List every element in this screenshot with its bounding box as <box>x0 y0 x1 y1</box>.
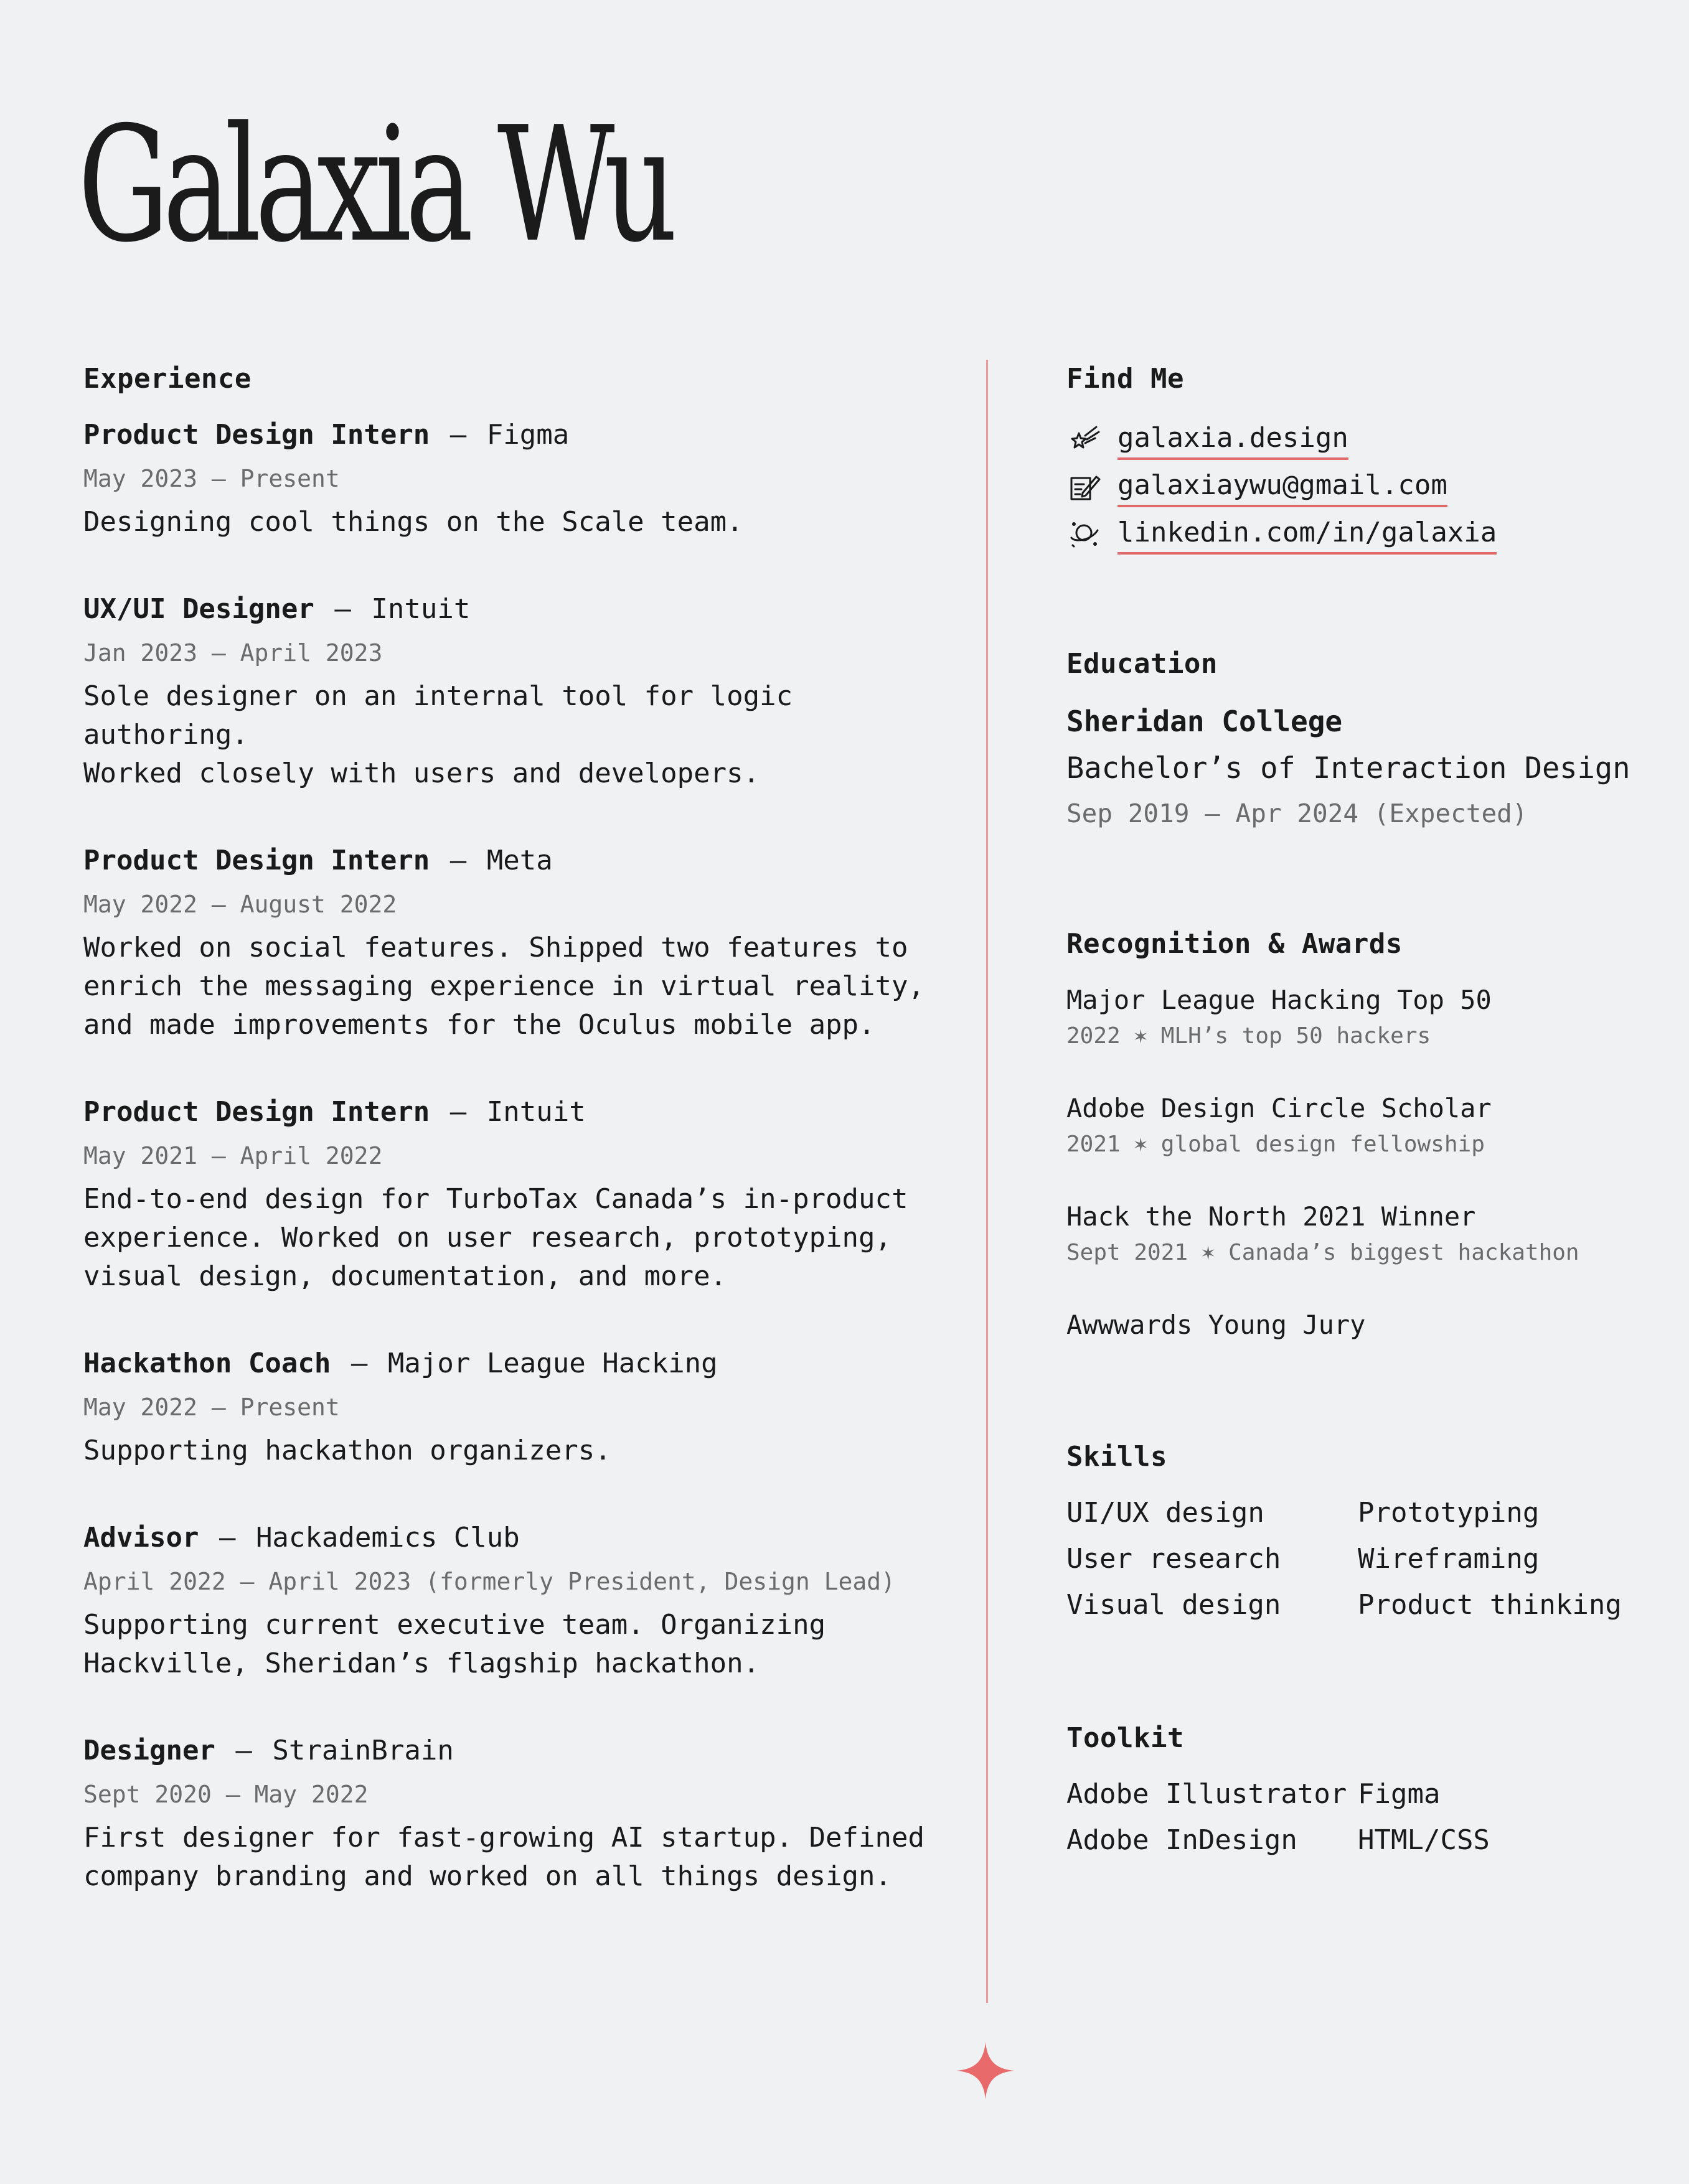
job-entry <box>83 1732 955 1896</box>
job-separator: — <box>334 593 351 625</box>
job-company: Intuit <box>371 593 471 625</box>
award-item <box>1066 1089 1664 1161</box>
education-dates: Sep 2019 – Apr 2024 (Expected) <box>1066 799 1528 828</box>
skills-grid <box>1066 1494 1664 1624</box>
job-role: Designer <box>83 1735 215 1766</box>
skill-item: Product thinking <box>1358 1589 1622 1621</box>
job-description: Sole designer on an internal tool for logic authoring. Worked closely with users and developers. <box>83 680 793 789</box>
awards-list <box>1066 981 1664 1344</box>
job-role: UX/UI Designer <box>83 593 314 625</box>
job-description: Worked on social features. Shipped two features to enrich the messaging experience in virtual reality, and made improvements for the Oculus mobile app. <box>83 932 925 1041</box>
skill-item: User research <box>1066 1543 1281 1575</box>
award-item <box>1066 981 1664 1053</box>
job-role: Product Design Intern <box>83 419 430 451</box>
award-detail: 2021 ✶ global design fellowship <box>1066 1132 1485 1157</box>
job-role: Advisor <box>83 1522 199 1554</box>
job-entry <box>83 590 955 793</box>
award-title: Adobe Design Circle Scholar <box>1066 1093 1492 1123</box>
job-dates: May 2022 – August 2022 <box>83 891 397 918</box>
award-detail: Sept 2021 ✶ Canada’s biggest hackathon <box>1066 1240 1579 1265</box>
job-separator: — <box>235 1735 252 1766</box>
job-dates: May 2021 – April 2022 <box>83 1142 383 1169</box>
job-dates: May 2023 – Present <box>83 465 340 492</box>
job-separator: — <box>351 1347 368 1379</box>
job-description: Designing cool things on the Scale team. <box>83 506 743 538</box>
tool-item: HTML/CSS <box>1358 1824 1490 1856</box>
tool-item: Figma <box>1358 1778 1441 1810</box>
school-name: Sheridan College <box>1066 705 1343 738</box>
degree-name: Bachelor’s of Interaction Design <box>1066 751 1630 785</box>
job-entry <box>83 1093 955 1296</box>
linkedin-link[interactable]: linkedin.com/in/galaxia <box>1117 513 1497 555</box>
award-title: Awwwards Young Jury <box>1066 1310 1366 1340</box>
award-item <box>1066 1197 1664 1270</box>
job-dates: Sept 2020 – May 2022 <box>83 1781 369 1808</box>
experience-column <box>83 360 955 1944</box>
job-company: Intuit <box>486 1096 586 1128</box>
job-dates: May 2022 – Present <box>83 1394 340 1421</box>
job-entry <box>83 841 955 1044</box>
toolkit-heading: Toolkit <box>1066 1722 1184 1754</box>
tool-item: Adobe InDesign <box>1066 1824 1297 1856</box>
job-description: Supporting hackathon organizers. <box>83 1435 611 1466</box>
column-divider <box>986 360 988 2003</box>
job-separator: — <box>449 845 467 876</box>
notepad-pencil-icon <box>1066 469 1101 504</box>
education-entry <box>1066 701 1664 832</box>
contact-link-row <box>1066 463 1664 510</box>
planet-icon <box>1066 517 1101 551</box>
job-company: Meta <box>486 845 553 876</box>
award-title: Hack the North 2021 Winner <box>1066 1201 1476 1232</box>
job-dates: Jan 2023 – April 2023 <box>83 639 383 667</box>
job-entry <box>83 416 955 541</box>
job-entry <box>83 1519 955 1683</box>
award-item <box>1066 1306 1664 1344</box>
email-link[interactable]: galaxiaywu@gmail.com <box>1117 466 1447 507</box>
contact-link-row <box>1066 416 1664 463</box>
job-company: Hackademics Club <box>255 1522 520 1554</box>
job-description: Supporting current executive team. Organizing Hackville, Sheridan’s flagship hackathon. <box>83 1609 826 1679</box>
job-role: Hackathon Coach <box>83 1347 331 1379</box>
award-detail: 2022 ✶ MLH’s top 50 hackers <box>1066 1023 1431 1049</box>
skill-item: Visual design <box>1066 1589 1281 1621</box>
job-company: Major League Hacking <box>387 1347 718 1379</box>
job-separator: — <box>449 1096 467 1128</box>
find-me-heading: Find Me <box>1066 363 1184 395</box>
job-entry <box>83 1344 955 1470</box>
toolkit-grid <box>1066 1775 1664 1860</box>
contact-links <box>1066 416 1664 558</box>
job-role: Product Design Intern <box>83 845 430 876</box>
job-company: StrainBrain <box>272 1735 454 1766</box>
award-title: Major League Hacking Top 50 <box>1066 985 1492 1015</box>
education-heading: Education <box>1066 648 1218 680</box>
shooting-star-icon <box>1066 422 1101 457</box>
tool-item: Adobe Illustrator <box>1066 1778 1347 1810</box>
job-separator: — <box>219 1522 236 1554</box>
job-dates: April 2022 – April 2023 (formerly President, Design Lead) <box>83 1568 896 1595</box>
resume-name: Galaxia Wu <box>78 93 672 278</box>
skill-item: UI/UX design <box>1066 1497 1264 1529</box>
sparkle-star-icon <box>957 2042 1014 2099</box>
experience-heading: Experience <box>83 363 252 395</box>
job-description: First designer for fast-growing AI startup. Defined company branding and worked on all things design. <box>83 1822 925 1892</box>
job-company: Figma <box>486 419 570 451</box>
skills-heading: Skills <box>1066 1441 1167 1473</box>
skill-item: Wireframing <box>1358 1543 1540 1575</box>
job-description: End-to-end design for TurboTax Canada’s in-product experience. Worked on user research, prototyping, visual design, documentation, and more. <box>83 1183 908 1292</box>
sidebar-column <box>1066 360 1664 1860</box>
awards-heading: Recognition & Awards <box>1066 928 1403 960</box>
job-role: Product Design Intern <box>83 1096 430 1128</box>
website-link[interactable]: galaxia.design <box>1117 419 1348 460</box>
skill-item: Prototyping <box>1358 1497 1540 1529</box>
contact-link-row <box>1066 510 1664 558</box>
job-separator: — <box>449 419 467 451</box>
